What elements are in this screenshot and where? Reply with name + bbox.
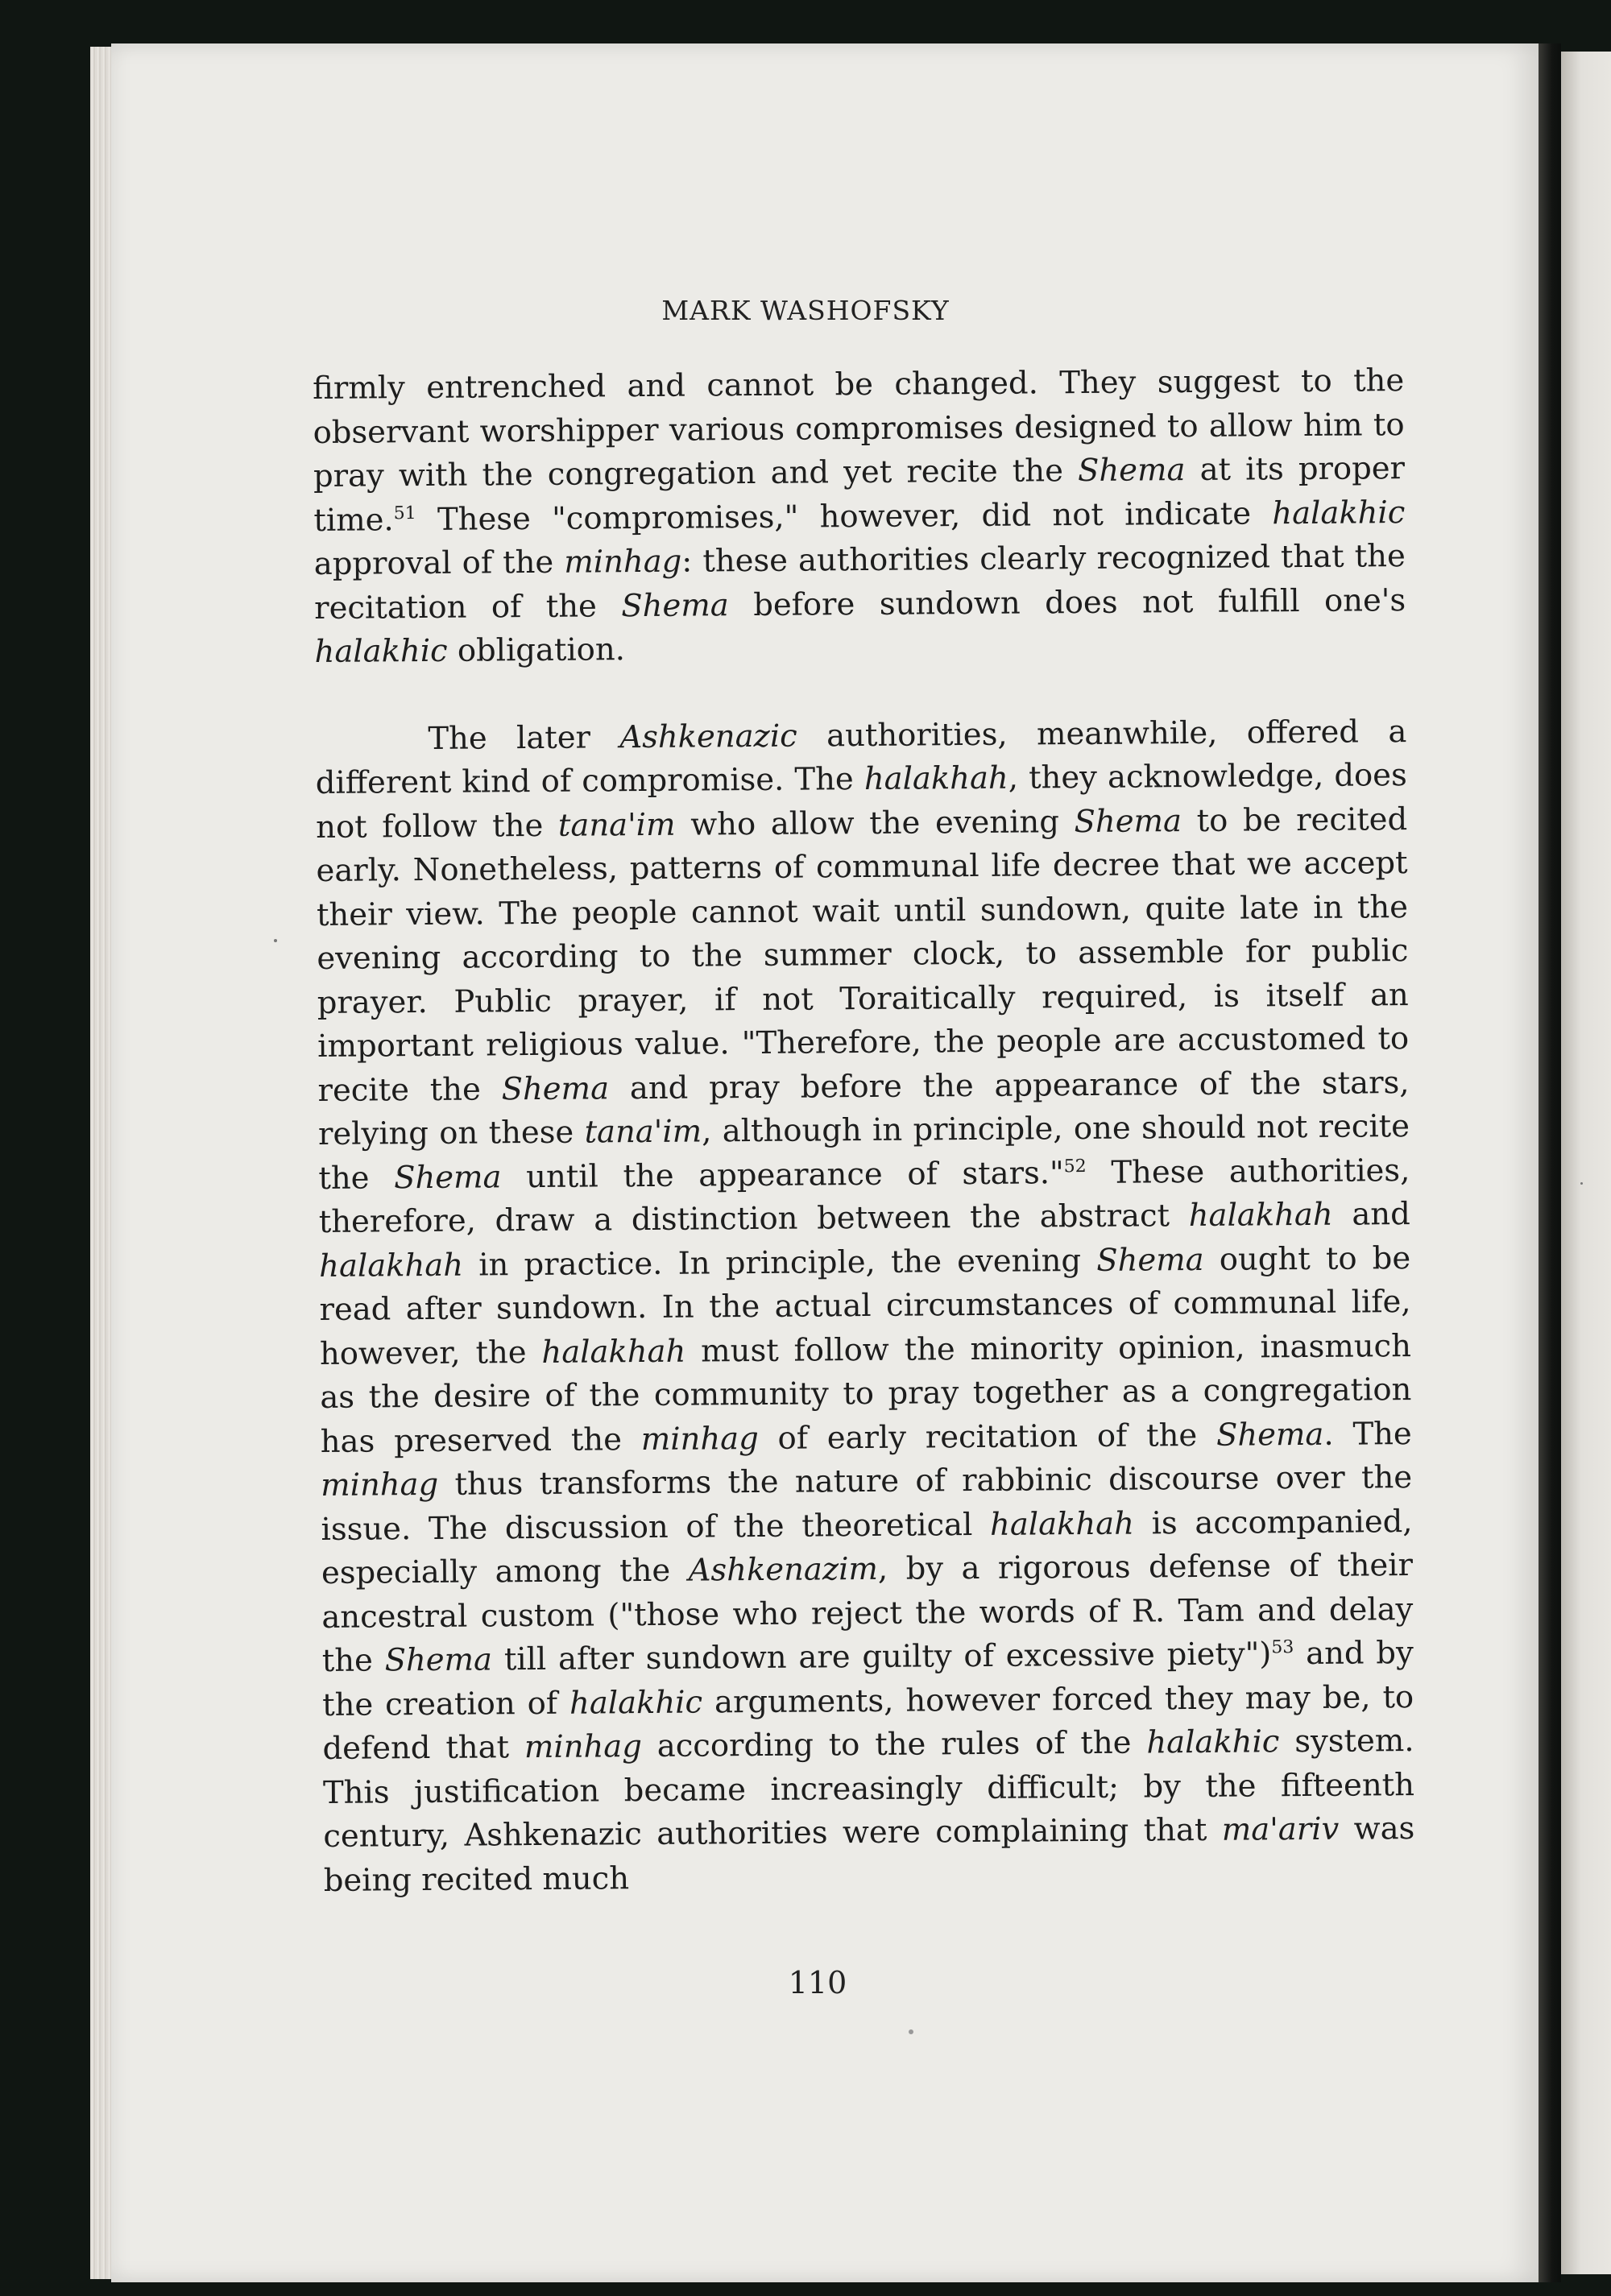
text-run: approval of the: [313, 544, 565, 582]
text-run: and by the creation of: [322, 1635, 1414, 1723]
paragraph-1: [313, 359, 1406, 674]
text-run: system. This justification became increasingly difficult; by the fifteenth century, Ashkenazic authorities were complaining that: [322, 1723, 1415, 1855]
text-run: These "compromises," however, did not indicate: [416, 494, 1273, 538]
italic-term: Shema: [384, 1641, 493, 1679]
italic-term: halakhah: [541, 1333, 686, 1371]
text-run: These authorities, therefore, draw a distinction between the abstract: [318, 1152, 1410, 1240]
text-run: The later: [428, 718, 620, 757]
italic-term: halakhic: [1146, 1723, 1280, 1761]
text-run: authorities, meanwhile, offered a different kind of compromise. The: [315, 713, 1407, 801]
footnote-ref: 52: [1063, 1156, 1087, 1177]
text-run: before sundown does not fulfill one's: [728, 581, 1406, 623]
italic-term: ma'ariv: [1221, 1810, 1340, 1848]
paragraph-2: [315, 710, 1415, 1903]
italic-term: Shema: [621, 586, 729, 624]
italic-term: halakhah: [989, 1505, 1135, 1543]
italic-term: tana'im: [584, 1113, 702, 1151]
body-text: [313, 359, 1415, 1903]
italic-term: halakhah: [1188, 1196, 1333, 1235]
italic-term: Ashkenazic: [619, 718, 797, 755]
italic-term: halakhah: [863, 759, 1008, 797]
text-run: to be recited early. Nonetheless, patterns of communal life decree that we accept their view. The people cannot wait until sundown, quite late in the evening according to the summer clock, to assemble for public prayer. Public prayer, if not Toraitically required, is itself an important religious value. "Therefore, the people are accustomed to recite the: [316, 800, 1410, 1109]
italic-term: Ashkenazim: [688, 1550, 879, 1589]
text-run: . The: [1323, 1415, 1412, 1453]
italic-term: Shema: [1077, 452, 1186, 490]
text-run: according to the rules of the: [641, 1724, 1147, 1765]
book-gutter: [1539, 43, 1561, 2282]
dust-speck: [1580, 1182, 1583, 1185]
text-run: till after sundown are guilty of excessive piety"): [491, 1636, 1272, 1678]
facing-page-edge: [1561, 52, 1611, 2274]
text-run: of early recitation of the: [758, 1417, 1217, 1457]
text-run: is accompanied, especially among the: [321, 1503, 1413, 1591]
text-run: ought to be read after sundown. In the actual circumstances of communal life, however, the: [319, 1239, 1411, 1372]
italic-term: Shema: [501, 1069, 610, 1107]
text-run: : these authorities clearly recognized that the recitation of the: [314, 538, 1406, 627]
text-run: arguments, however forced they may be, to defend that: [322, 1678, 1414, 1767]
page-number: 110: [788, 1965, 847, 2000]
text-run: in practice. In principle, the evening: [462, 1242, 1097, 1284]
text-run: and: [1332, 1196, 1410, 1233]
text-run: firmly entrenched and cannot be changed. They suggest to the observant worshipper various compromises designed to allow him to pray with the congregation and yet recite the: [313, 362, 1405, 494]
italic-term: Shema: [1215, 1416, 1324, 1454]
italic-term: Shema: [393, 1158, 502, 1196]
text-run: obligation.: [447, 631, 626, 669]
italic-term: minhag: [321, 1466, 439, 1504]
text-run: who allow the evening: [675, 803, 1075, 843]
dust-speck: [909, 2029, 913, 2034]
italic-term: halakhic: [1272, 494, 1406, 532]
text-run: until the appearance of stars.": [501, 1154, 1064, 1195]
italic-term: halakhah: [319, 1247, 464, 1285]
text-run: at its proper time.: [313, 450, 1406, 539]
text-run: , they acknowledge, does not follow the: [316, 757, 1407, 846]
text-run: , by a rigorous defense of their ancestral custom ("those who reject the words of R. Tam and delay the: [321, 1547, 1414, 1679]
running-head: MARK WASHOFSKY: [661, 295, 950, 326]
italic-term: tana'im: [557, 806, 676, 844]
text-run: , although in principle, one should not recite the: [318, 1108, 1410, 1197]
footnote-ref: 51: [393, 503, 416, 523]
italic-term: halakhic: [314, 632, 448, 670]
italic-term: halakhic: [569, 1683, 703, 1722]
italic-term: Shema: [1096, 1241, 1204, 1279]
text-run: thus transforms the nature of rabbinic discourse over the issue. The discussion of the theoretical: [321, 1459, 1413, 1548]
italic-term: minhag: [640, 1420, 759, 1458]
text-run: must follow the minority opinion, inasmuch as the desire of the community to pray together as a congregation has preserved the: [320, 1327, 1412, 1460]
italic-term: minhag: [524, 1728, 643, 1766]
text-run: was being recited much: [323, 1810, 1415, 1899]
text-run: and pray before the appearance of the stars, relying on these: [317, 1064, 1410, 1152]
italic-term: minhag: [564, 543, 682, 581]
dust-speck: [274, 939, 277, 942]
footnote-ref: 53: [1271, 1637, 1294, 1658]
italic-term: Shema: [1074, 802, 1182, 840]
